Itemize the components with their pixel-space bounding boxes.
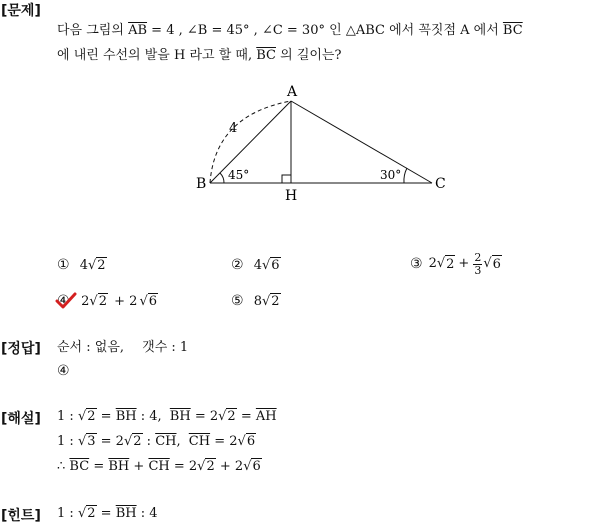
angle-b-label: 45° (228, 168, 250, 182)
choice-coef: 4 (253, 258, 262, 273)
problem-label: [문제] (1, 3, 41, 19)
exp-text: + 2 (219, 459, 244, 474)
hint-text: = (100, 506, 112, 521)
choice-plus: + (458, 256, 470, 271)
problem-text-end: 의 길이는? (280, 48, 342, 63)
exp-radicand: 6 (246, 434, 256, 449)
exp-text: : (146, 434, 152, 449)
segment-bc: $\overline{BC}$ (502, 23, 523, 38)
exp-text: 1 : (57, 409, 74, 424)
segment-bh: $\overline{BH}$ (115, 409, 137, 424)
choice-number: ④ (57, 293, 70, 309)
exp-radicand: 3 (87, 434, 96, 449)
exp-radicand: 2 (206, 459, 215, 474)
choice-5[interactable]: ⑤ 8√2 (231, 293, 280, 309)
segment-ch: $\overline{CH}$ (155, 434, 177, 449)
choice-number: ③ (410, 256, 423, 272)
choice-radicand-2: 6 (148, 294, 158, 309)
choice-1[interactable]: ① 4√2 (57, 257, 106, 273)
exp-text: = 2 (214, 434, 238, 449)
choice-plus: + 2 (114, 294, 138, 309)
explanation-line-1: 1 : $√2 = \overline{BH}$ : 4, $\overline{BH} = 2√2 = \overline{AH}$ (57, 409, 277, 424)
exp-text: = 2 (100, 434, 124, 449)
problem-text-2: 에 내린 수선의 발을 H 라고 할 때, (57, 48, 253, 63)
hint-label: [힌트] (1, 508, 41, 524)
hint-line: 1 : $√2 = \overline{BH}$ : 4 (57, 506, 158, 521)
segment-ah: $\overline{AH}$ (255, 409, 277, 424)
exp-text: + (133, 459, 145, 474)
segment-ab: $\overline{AB}$ (128, 23, 148, 38)
segment-bh: $\overline{BH}$ (115, 506, 137, 521)
exp-text: = 2 (173, 459, 198, 474)
fraction-denominator: 3 (474, 263, 482, 277)
segment-bc-2: $\overline{BC}$ (256, 48, 276, 63)
exp-text: : 4, (140, 409, 162, 424)
explanation-label: [해설] (1, 411, 41, 427)
side-ac (291, 101, 432, 183)
answer-meta (57, 339, 188, 357)
exp-radicand: 2 (87, 409, 96, 424)
choice-fraction (473, 252, 482, 277)
segment-ch: $\overline{CH}$ (188, 434, 211, 449)
exp-text: = (100, 409, 112, 424)
exp-radicand: 2 (133, 434, 142, 449)
right-angle-mark (282, 175, 291, 183)
hint-radicand: 2 (87, 506, 96, 521)
answer-value-row (57, 362, 70, 381)
hint-text: : 4 (140, 506, 158, 521)
exp-text: = 2 (194, 409, 219, 424)
hint-text: 1 : (57, 506, 74, 521)
angle-b-arc (220, 173, 224, 183)
answer-label: [정답] (1, 341, 41, 357)
choice-number: ⑤ (231, 293, 244, 309)
answer-count: 갯수 : 1 (142, 340, 189, 355)
choice-3[interactable]: ③ 2 √ 2 + $\frac{2}{3}$ √ 6 (410, 250, 501, 277)
exp-radicand: 6 (252, 459, 261, 474)
exp-text: = (93, 459, 105, 474)
exp-radicand: 2 (227, 409, 236, 424)
angle-c-label: 30° (380, 168, 402, 182)
angle-c: ∠C = 30° (261, 23, 325, 38)
choice-radicand-2: 6 (492, 256, 501, 272)
problem-text: 다음 그림의 (57, 23, 124, 38)
choice-4[interactable]: ④ 2√2 + 2 √6 (57, 293, 158, 309)
choice-radicand: 2 (446, 256, 455, 272)
angle-b: ∠B = 45° , (186, 23, 258, 38)
fraction-numerator: 2 (474, 250, 482, 264)
ab-value: = 4 , (151, 23, 183, 38)
check-mark-icon (55, 292, 77, 310)
answer-value: ④ (57, 363, 70, 379)
segment-ch: $\overline{CH}$ (148, 459, 170, 474)
choice-radicand: 2 (271, 294, 280, 309)
choice-radicand: 2 (98, 294, 107, 309)
choice-number: ② (231, 257, 244, 273)
choice-2[interactable]: ② 4√6 (231, 257, 280, 273)
angle-c-arc (404, 168, 407, 183)
exp-text: 1 : (57, 434, 74, 449)
answer-order: 순서 : 없음, (57, 340, 125, 355)
exp-text: , (176, 434, 181, 449)
choice-coef: 8 (253, 294, 262, 309)
problem-text-mid: 인 △ABC 에서 꼭짓점 A 에서 (329, 23, 499, 38)
vertex-b-label: B (196, 176, 207, 192)
explanation-line-2: 1 : √3 = 2√2 : $\overline{CH}$, $\overline{CH} = 2√6$ (57, 434, 256, 449)
explanation-line-3: ∴ $\overline{BC} = \overline{BH} + \overline{CH} = 2√2 + 2√6$ (57, 459, 261, 474)
exp-text: = (240, 409, 252, 424)
therefore-symbol: ∴ (57, 459, 66, 474)
segment-bh: $\overline{BH}$ (169, 409, 191, 424)
choice-coef: 2 (428, 256, 437, 271)
choice-coef: 2 (81, 294, 90, 309)
foot-h-label: H (285, 188, 298, 204)
vertex-c-label: C (435, 176, 446, 192)
side-length-label: 4 (229, 121, 238, 136)
choice-coef: 4 (79, 258, 88, 273)
segment-bh: $\overline{BH}$ (108, 459, 130, 474)
choice-radicand: 2 (97, 258, 106, 273)
segment-bc: $\overline{BC}$ (69, 459, 90, 474)
vertex-a-label: A (287, 84, 298, 100)
choice-4-marker (57, 292, 73, 311)
choice-radicand: 6 (271, 258, 280, 273)
choice-number: ① (57, 257, 70, 273)
